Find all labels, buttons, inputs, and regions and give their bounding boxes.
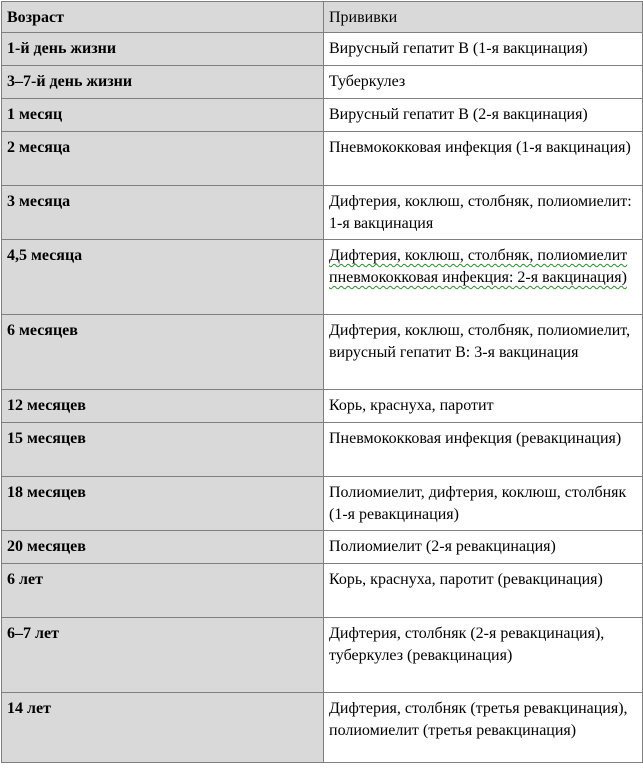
vaccines-cell: Дифтерия, столбняк (третья ревакцинация), полиомиелит (третья ревакцинация) xyxy=(324,693,643,763)
vaccines-cell: Полиомиелит (2-я ревакцинация) xyxy=(324,531,643,564)
table-row xyxy=(2,186,643,240)
table-row xyxy=(2,693,643,763)
table-row xyxy=(2,564,643,618)
age-cell: 18 месяцев xyxy=(2,477,324,531)
age-cell: 1-й день жизни xyxy=(2,33,324,66)
vaccines-cell: Дифтерия, коклюш, столбняк, полиомиелит пневмококковая инфекция: 2-я вакцинация) xyxy=(324,240,643,315)
age-cell: 3–7-й день жизни xyxy=(2,66,324,99)
table-row xyxy=(2,423,643,477)
vaccines-cell: Корь, краснуха, паротит xyxy=(324,390,643,423)
table-row xyxy=(2,477,643,531)
vaccines-cell: Вирусный гепатит В (2-я вакцинация) xyxy=(324,99,643,132)
table-row xyxy=(2,99,643,132)
table-row xyxy=(2,390,643,423)
age-cell: 3 месяца xyxy=(2,186,324,240)
age-cell: 20 месяцев xyxy=(2,531,324,564)
table-row xyxy=(2,531,643,564)
vaccines-cell: Дифтерия, коклюш, столбняк, полиомиелит, вирусный гепатит В: 3-я вакцинация xyxy=(324,315,643,390)
table-row xyxy=(2,315,643,390)
age-cell: 14 лет xyxy=(2,693,324,763)
age-cell: 6 месяцев xyxy=(2,315,324,390)
vaccines-cell: Туберкулез xyxy=(324,66,643,99)
vaccines-cell: Дифтерия, коклюш, столбняк, полиомиелит: 1-я вакцинация xyxy=(324,186,643,240)
table-row xyxy=(2,66,643,99)
age-cell: 6 лет xyxy=(2,564,324,618)
vaccines-cell: Пневмококковая инфекция (ревакцинация) xyxy=(324,423,643,477)
vaccines-cell: Вирусный гепатит В (1-я вакцинация) xyxy=(324,33,643,66)
age-cell: 6–7 лет xyxy=(2,618,324,693)
table-row xyxy=(2,240,643,315)
vaccination-schedule-table xyxy=(1,1,643,763)
vaccines-cell: Корь, краснуха, паротит (ревакцинация) xyxy=(324,564,643,618)
age-cell: 15 месяцев xyxy=(2,423,324,477)
table-header-row xyxy=(2,2,643,33)
vaccines-cell: Дифтерия, столбняк (2-я ревакцинация), туберкулез (ревакцинация) xyxy=(324,618,643,693)
header-vaccines: Прививки xyxy=(324,2,643,33)
vaccines-cell: Полиомиелит, дифтерия, коклюш, столбняк (1-я ревакцинация) xyxy=(324,477,643,531)
table-row xyxy=(2,33,643,66)
age-cell: 12 месяцев xyxy=(2,390,324,423)
table-row xyxy=(2,618,643,693)
header-age: Возраст xyxy=(2,2,324,33)
vaccines-cell: Пневмококковая инфекция (1-я вакцинация) xyxy=(324,132,643,186)
table-row xyxy=(2,132,643,186)
age-cell: 1 месяц xyxy=(2,99,324,132)
age-cell: 4,5 месяца xyxy=(2,240,324,315)
age-cell: 2 месяца xyxy=(2,132,324,186)
